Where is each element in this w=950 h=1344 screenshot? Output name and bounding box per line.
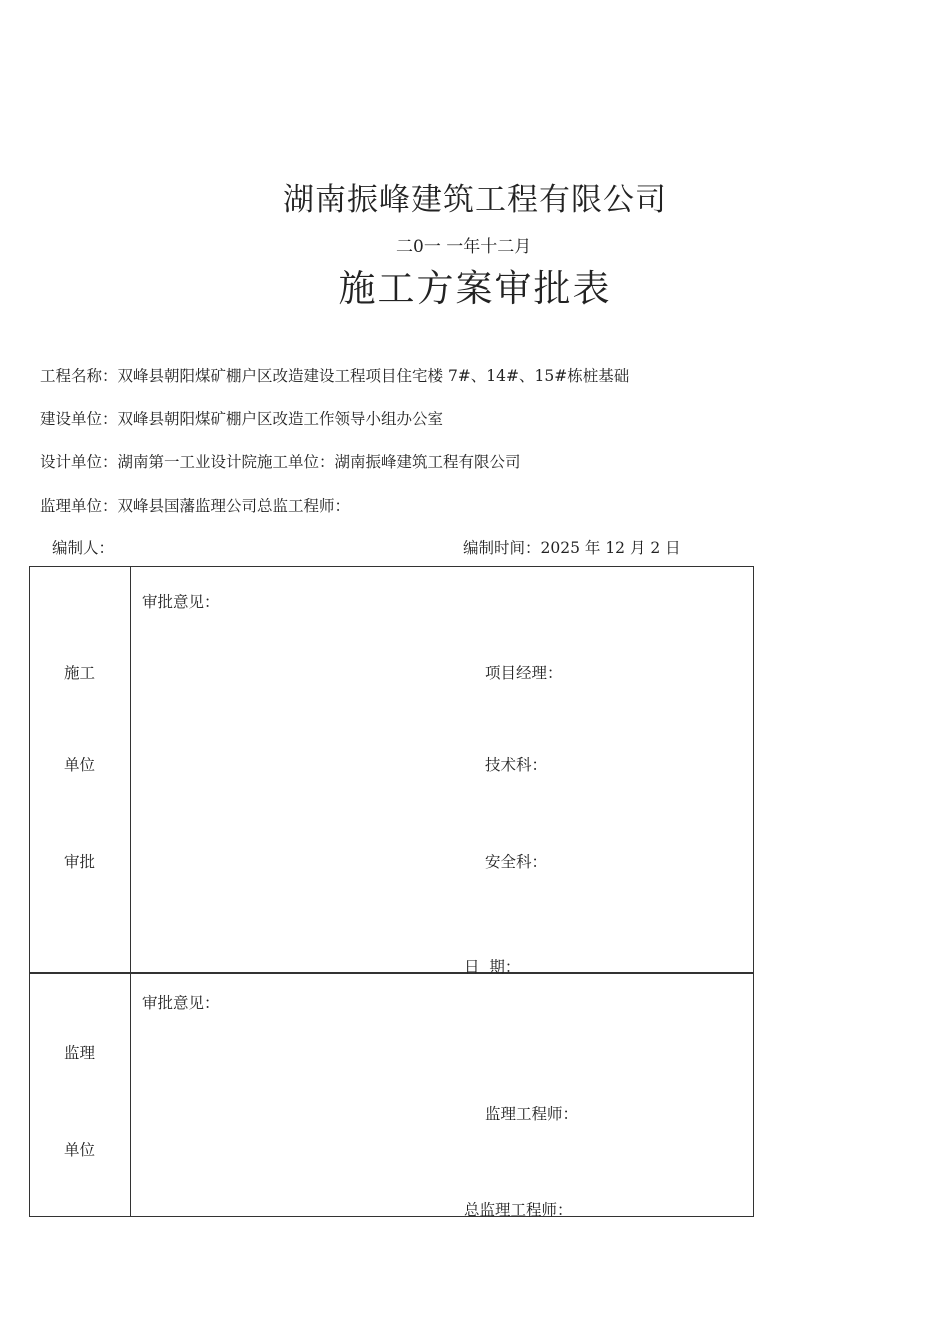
side-label-approval: 审批: [64, 853, 96, 871]
field-supervision-unit: [40, 494, 350, 516]
field-project-name: [40, 364, 629, 386]
tech-dept-label: 技术科：: [485, 756, 548, 774]
supervisor-label: 监理工程师：: [485, 1105, 579, 1123]
side-label-construction: 施工: [64, 664, 96, 682]
project-manager-label: 项目经理：: [485, 664, 563, 682]
approval-opinion-label: 审批意见：: [142, 994, 220, 1012]
compile-time-label: 编制时间：: [463, 539, 541, 557]
side-label-unit: 单位: [64, 756, 96, 774]
page-title: 施工方案审批表: [338, 267, 612, 310]
compile-time: [463, 536, 681, 558]
field-value: 双峰县国藩监理公司总监工程师：: [117, 497, 351, 515]
field-design-unit: [40, 450, 521, 472]
field-label: 建设单位：: [40, 410, 118, 428]
safety-dept-label: 安全科：: [485, 853, 548, 871]
approval-opinion-label: 审批意见：: [142, 593, 220, 611]
field-value: 双峰县朝阳煤矿棚户区改造建设工程项目住宅楼 7#、14#、15#栋桩基础: [117, 367, 630, 385]
chief-supervisor-label: 总监理工程师：: [464, 1201, 573, 1219]
field-label: 工程名称：: [40, 367, 118, 385]
field-label: 监理单位：: [40, 497, 118, 515]
supervision-approval-section: [29, 974, 754, 1217]
side-label-supervision: 监理: [64, 1044, 96, 1062]
compiler-label: 编制人：: [52, 539, 115, 557]
column-divider: [130, 567, 131, 972]
field-value: 双峰县朝阳煤矿棚户区改造工作领导小组办公室: [117, 410, 444, 428]
document-date: 二0一 一年十二月: [396, 237, 532, 257]
field-value: 湖南第一工业设计院施工单位：湖南振峰建筑工程有限公司: [117, 453, 521, 471]
compile-time-value: 2025 年 12 月 2 日: [540, 539, 681, 557]
side-label-unit: 单位: [64, 1141, 96, 1159]
field-label: 设计单位：: [40, 453, 118, 471]
company-name: 湖南振峰建筑工程有限公司: [283, 182, 667, 218]
construction-approval-section: [29, 566, 754, 974]
column-divider: [130, 974, 131, 1216]
field-construction-unit: [40, 407, 443, 429]
date-label: 日 期：: [464, 958, 521, 976]
